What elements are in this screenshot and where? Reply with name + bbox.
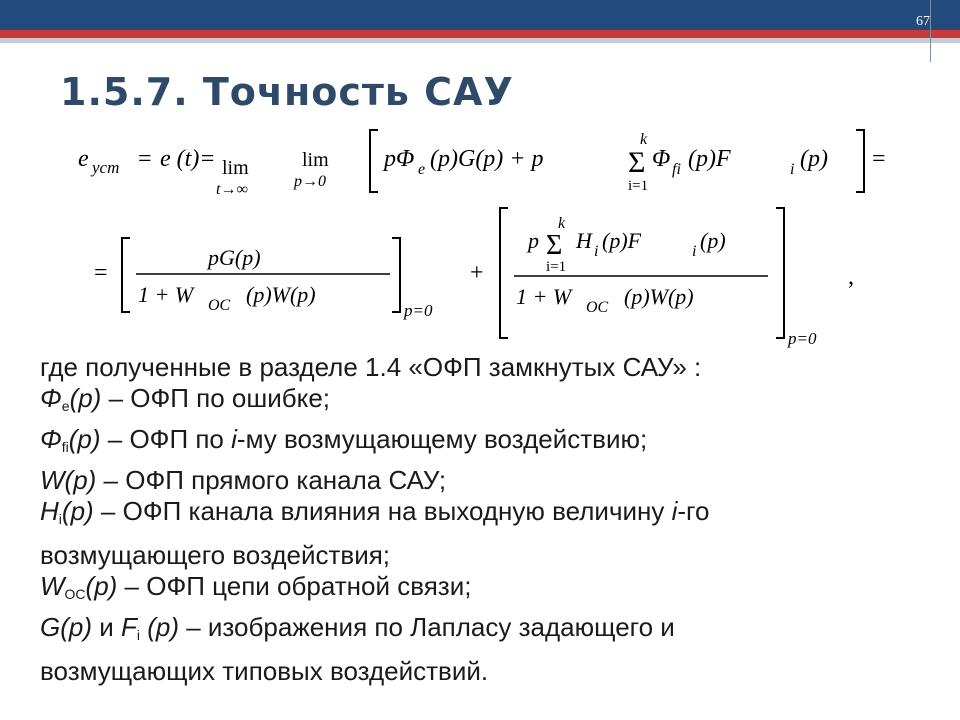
- f2-bracket-right-1: [392, 238, 400, 312]
- def-h: $H_i(p)$ – ОФП канала влияния на выходную величину i-го: [40, 496, 710, 527]
- f2-eq: =: [94, 260, 108, 286]
- f2-frac2-den-a: 1 + W: [516, 284, 572, 309]
- definitions: [40, 352, 940, 687]
- f2-sum-bot: i=1: [546, 259, 567, 275]
- f2-frac1-den-a: 1 + W: [138, 282, 194, 307]
- f2-frac2-num-d: (p): [700, 228, 726, 253]
- header-gray-stripe: [0, 38, 960, 43]
- def-g-f: G(p) и $F_i$ (p) – изображения по Лапласу задающего и: [40, 612, 675, 643]
- f-term-d-sub: i: [790, 161, 795, 178]
- f2-frac1-den-b: (p)W(p): [246, 282, 316, 307]
- f-bracket-left-1: [370, 130, 378, 192]
- header-band: [0, 0, 960, 30]
- def-phi-e: $\Phi_e(p)$ – ОФП по ошибке;: [40, 383, 330, 414]
- f-term-b: (p)G(p) + p: [430, 146, 544, 172]
- f2-frac2-den-b: (p)W(p): [624, 284, 694, 309]
- intro-line: где полученные в разделе 1.4 «ОФП замкнутых САУ» :: [40, 352, 702, 382]
- f-lim1-sub: t→∞: [216, 181, 248, 198]
- f2-frac1-num: pG(p): [208, 245, 261, 270]
- f-term-c: Φ: [652, 146, 671, 172]
- f-term-a: pΦ: [384, 146, 415, 172]
- page-number: 67: [916, 14, 930, 29]
- f2-bracket-left-2: [500, 208, 508, 338]
- f-term-c-sub: fi: [672, 161, 681, 178]
- f-term-d: (p)F: [688, 146, 731, 172]
- f-sum-bot: i=1: [628, 178, 649, 194]
- page-number-divider: [930, 0, 931, 62]
- slide-title: 1.5.7. Точность САУ: [60, 70, 514, 114]
- def-g-f-cont: возмущающих типовых воздействий.: [40, 656, 489, 686]
- def-phi-fi: $\Phi_{fi}(p)$ – ОФП по i-му возмущающему воздействию;: [40, 424, 648, 455]
- f2-frac2-den-sub: OC: [586, 299, 609, 316]
- f-term-a-sub: e: [418, 161, 426, 178]
- header-red-stripe: [0, 30, 960, 38]
- error-formula: [0, 120, 960, 350]
- f-lhs-sub: уст: [92, 158, 120, 177]
- def-w-oc: $W_{OC}(p)$ – ОФП цепи обратной связи;: [40, 571, 472, 602]
- f-e-of-t: e (t)=: [160, 146, 216, 172]
- f-lim1: lim: [222, 157, 249, 179]
- def-w: W(p) – ОФП прямого канала САУ;: [40, 465, 447, 495]
- f2-eval2: p=0: [788, 329, 817, 348]
- f2-frac2-num-sub1: i: [594, 243, 599, 260]
- f2-sum: Σ: [546, 230, 563, 261]
- f2-comma: ,: [848, 264, 854, 290]
- f-sum-top: k: [640, 131, 648, 148]
- def-h-cont: возмущающего воздействия;: [40, 540, 391, 570]
- f2-plus: +: [470, 260, 484, 286]
- f2-sum-top: k: [558, 215, 566, 232]
- f-lhs-var: e: [78, 146, 89, 172]
- f2-eval1: p=0: [404, 301, 433, 320]
- f-lim2: lim: [302, 149, 329, 171]
- f2-bracket-right-2: [776, 208, 784, 338]
- f-term-e: (p): [800, 146, 828, 172]
- f2-frac2-num-b: H: [576, 228, 592, 253]
- f2-bracket-left-1: [122, 238, 130, 312]
- f-lim2-sub: p→0: [294, 173, 326, 190]
- f-sum: Σ: [628, 146, 646, 179]
- f2-frac2-num-sub2: i: [692, 243, 697, 260]
- f2-frac1-den-sub: OC: [208, 297, 231, 314]
- f2-frac2-num-c: (p)F: [602, 228, 642, 253]
- f2-frac2-num-a: p: [528, 228, 539, 253]
- f-eq-end: =: [872, 146, 886, 172]
- f-bracket-right-1: [856, 130, 864, 192]
- f-eq1: =: [138, 146, 152, 172]
